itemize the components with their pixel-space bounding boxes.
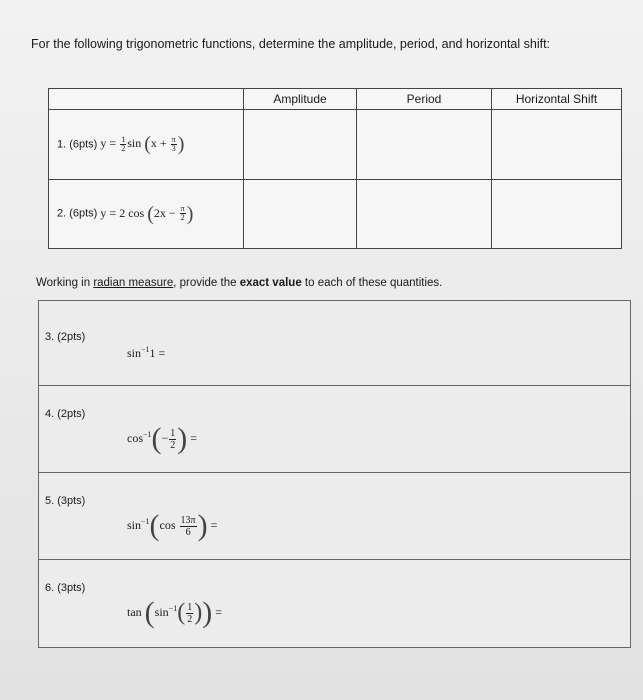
problem-5-expression: $\sin^{-1}(\cos$ $\frac{13\pi}{6}$ ) = (127, 509, 218, 542)
problem-3-cell[interactable] (39, 301, 631, 386)
problem-4-label: 4. (2pts) (45, 408, 86, 420)
fraction (169, 428, 176, 451)
equals-sign: = (190, 430, 198, 445)
working-instructions (36, 277, 442, 289)
period-header: Period (357, 89, 492, 110)
fraction-numerator: 1 (187, 601, 193, 613)
function-argument: 1 (149, 346, 156, 360)
working-text-underlined: radian measure (93, 277, 174, 289)
trig-function: sin (154, 604, 169, 619)
fraction-denominator: 2 (180, 213, 185, 223)
amplitude-answer-cell[interactable] (244, 110, 357, 180)
problem-6-cell[interactable] (39, 560, 631, 648)
exact-values-table (38, 300, 631, 648)
fraction (180, 515, 197, 538)
amplitude-answer-cell[interactable] (244, 179, 357, 249)
inner-trig-function: cos (159, 517, 176, 532)
instructions-heading: For the following trigonometric functions, determine the amplitude, period, and horizontal shift: (31, 37, 551, 51)
problem-1-label: 1. (6pts) (57, 138, 98, 150)
fraction-denominator: 2 (170, 439, 176, 451)
period-answer-cell[interactable] (357, 110, 492, 180)
fraction-numerator: π (180, 204, 185, 214)
equals-sign: = (215, 604, 222, 619)
problem-3-expression (127, 345, 165, 361)
fraction-denominator: 2 (121, 143, 126, 153)
fraction-denominator: 2 (187, 613, 193, 625)
fraction-numerator: 13π (180, 514, 196, 526)
problem-1-cell (49, 110, 244, 180)
fraction-numerator: 1 (170, 427, 176, 439)
equation-lhs: y = 2 cos (100, 205, 145, 220)
table-row (49, 179, 622, 249)
fraction-denominator: 3 (171, 143, 176, 153)
horizontal-shift-answer-cell[interactable] (492, 110, 622, 180)
table-header-row (49, 89, 622, 110)
table-row (39, 560, 631, 648)
amplitude-header: Amplitude (244, 89, 357, 110)
trig-function: sin (127, 517, 142, 532)
fraction-numerator: 1 (121, 134, 126, 144)
outer-trig-function: tan (127, 604, 142, 619)
trig-function: cos (127, 430, 143, 445)
fraction (171, 136, 177, 153)
negative-sign: − (161, 430, 169, 445)
inverse-superscript: −1 (141, 516, 150, 526)
problem-6-label: 6. (3pts) (45, 582, 86, 594)
problem-5-label: 5. (3pts) (45, 495, 86, 507)
fraction (120, 136, 126, 153)
table-row (39, 301, 631, 386)
problem-4-expression: $\cos^{-1}(-$ $\frac{1}{2}$ ) = (127, 422, 198, 455)
trig-function: sin (127, 136, 142, 150)
period-answer-cell[interactable] (357, 179, 492, 249)
horizontal-shift-header: Horizontal Shift (492, 89, 622, 110)
problem-2-equation: y = 2 cos (2x − $\frac{\pi}{2}$ ) (100, 202, 194, 225)
inner-expression: x + (150, 136, 170, 150)
table-row (39, 473, 631, 560)
problem-2-cell (49, 179, 244, 249)
problem-6-expression: $\tan (\sin^{-1}$( $\frac{1}{2}$ )) = (127, 596, 222, 629)
working-text-pre: Working in (36, 277, 94, 289)
working-text-mid: , provide the (173, 277, 240, 289)
working-text-post: to each of these quantities. (301, 277, 443, 289)
fraction (180, 205, 186, 222)
problem-4-cell[interactable] (39, 386, 631, 473)
equation-lhs: y = (100, 136, 120, 150)
trig-functions-table (48, 88, 622, 249)
equals-sign: = (155, 346, 166, 360)
inner-expression: 2x − (153, 205, 179, 220)
fraction (186, 602, 193, 625)
blank-header-cell (49, 89, 244, 110)
problem-2-label: 2. (6pts) (57, 207, 98, 220)
problem-1-equation: y = $\frac{1}{2}$ sin (x + $\frac{\pi}{3}$ ) (100, 132, 185, 155)
equals-sign: = (210, 517, 218, 532)
table-row (39, 386, 631, 473)
problem-5-cell[interactable] (39, 473, 631, 560)
problem-3-label: 3. (2pts) (45, 331, 86, 343)
inverse-superscript: −1 (141, 345, 150, 354)
trig-function: sin (127, 346, 142, 360)
inverse-superscript: −1 (143, 429, 152, 439)
table-row (49, 110, 622, 180)
horizontal-shift-answer-cell[interactable] (492, 179, 622, 249)
inverse-superscript: −1 (168, 603, 178, 613)
fraction-denominator: 6 (185, 526, 191, 538)
working-text-bold: exact value (239, 277, 302, 289)
fraction-numerator: π (171, 134, 176, 144)
